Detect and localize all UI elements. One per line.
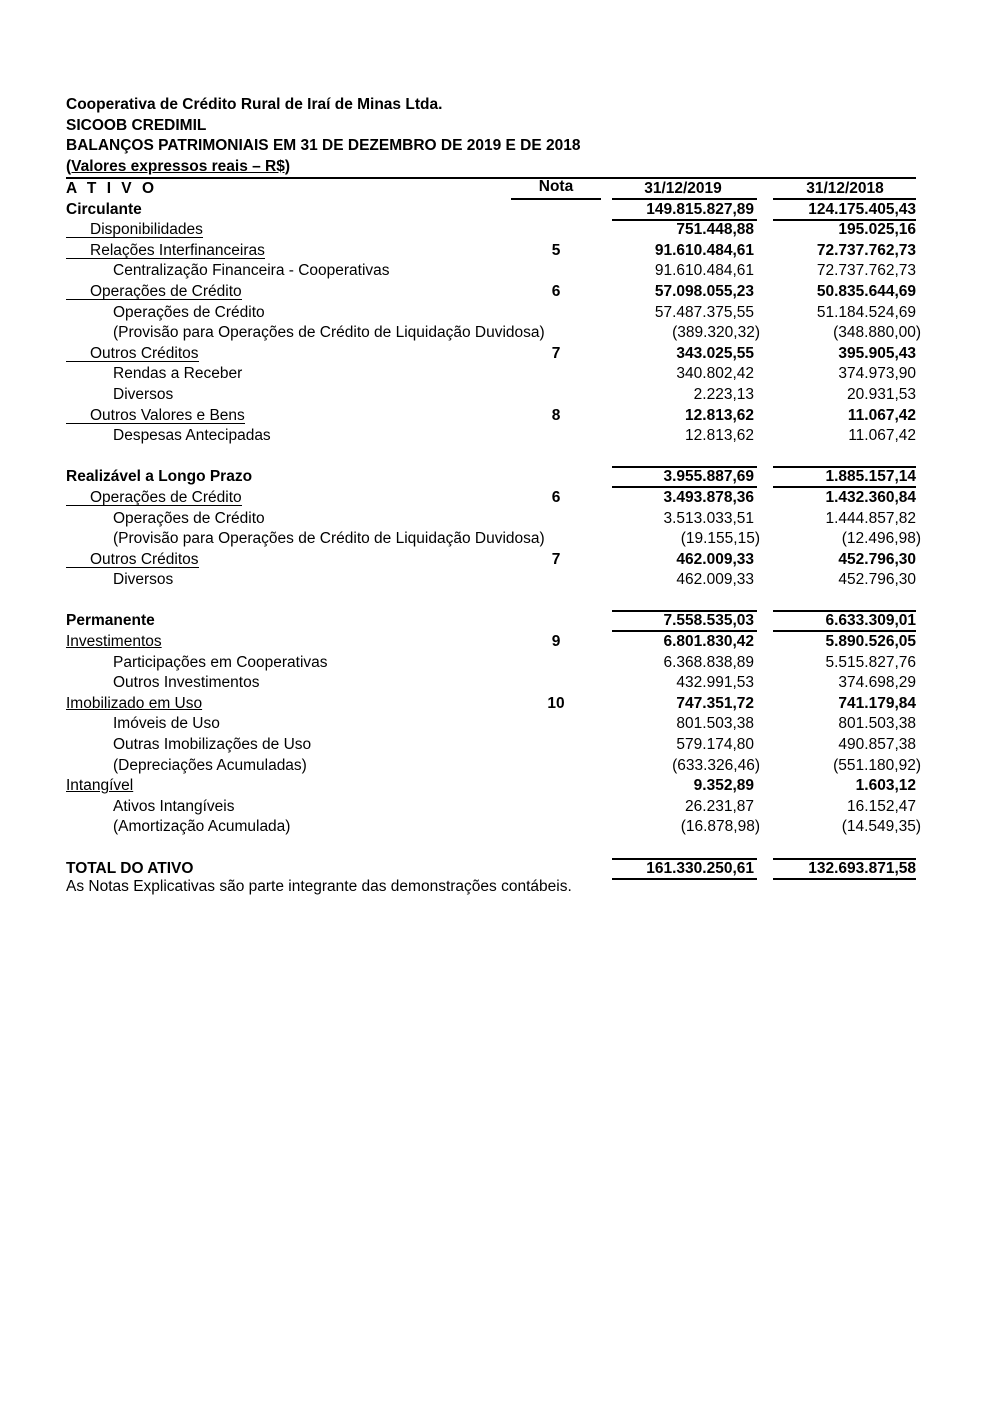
sub-account-row: Centralização Financeira - Cooperativas 91.610.484,61 72.737.762,73 (113, 262, 916, 280)
sub-account-row: Operações de Crédito 57.487.375,55 51.184.524,69 (113, 303, 916, 321)
sub-account-row: Ativos Intangíveis 26.231,87 16.152,47 (113, 797, 916, 815)
sub-account-row: Outros Investimentos 432.991,53 374.698,29 (113, 674, 916, 692)
sub-account-row: Operações de Crédito 3.513.033,51 1.444.857,82 (113, 509, 916, 527)
account-row: Investimentos 9 6.801.830,42 5.890.526,05 (66, 633, 916, 651)
spacer (66, 838, 916, 859)
sub-account-row: Rendas a Receber 340.802,42 374.973,90 (113, 365, 916, 383)
footnote: As Notas Explicativas são parte integrante das demonstrações contábeis. (66, 878, 572, 895)
total-underline (773, 878, 916, 880)
column-2018: 31/12/2018 (806, 180, 884, 197)
spacer (66, 447, 916, 468)
account-row: Imobilizado em Uso 10 747.351,72 741.179,84 (66, 694, 916, 712)
document-header (66, 95, 626, 177)
company-name: Cooperativa de Crédito Rural de Iraí de Minas Ltda. (66, 96, 443, 113)
account-row: Outros Créditos 7 462.009,33 452.796,30 (66, 550, 916, 571)
total-underline (612, 878, 757, 880)
account-row: Operações de Crédito 6 57.098.055,23 50.835.644,69 (66, 282, 916, 303)
column-2019: 31/12/2019 (644, 180, 722, 197)
sub-account-row: Participações em Cooperativas 6.368.838,89 5.515.827,76 (113, 653, 916, 671)
total-row: TOTAL DO ATIVO 161.330.250,61 132.693.871,58 (66, 859, 916, 880)
account-row: Operações de Crédito 6 3.493.878,36 1.432.360,84 (66, 488, 916, 509)
sub-account-row: (Depreciações Acumuladas) (633.326,46) (551.180,92) (113, 756, 921, 774)
balance-sheet-table (66, 178, 921, 879)
sub-account-row: Diversos 2.223,13 20.931,53 (113, 385, 916, 403)
column-nota: Nota (538, 178, 574, 195)
group-row-realizavel-longo-prazo: Realizável a Longo Prazo 3.955.887,69 1.885.157,14 (66, 467, 916, 488)
account-row: Outros Valores e Bens 8 12.813,62 11.067,42 (66, 406, 916, 427)
sub-account-row: (Provisão para Operações de Crédito de Liquidação Duvidosa) (389.320,32) (348.880,00) (113, 324, 921, 342)
note-link: 5 (551, 241, 561, 259)
sub-account-row: (Provisão para Operações de Crédito de Liquidação Duvidosa) (19.155,15) (12.496,98) (113, 530, 921, 548)
account-row: Outros Créditos 7 343.025,55 395.905,43 (66, 344, 916, 365)
brand-name: SICOOB CREDIMIL (66, 116, 207, 134)
sub-account-row: Diversos 462.009,33 452.796,30 (113, 571, 916, 589)
sub-account-row: Imóveis de Uso 801.503,38 801.503,38 (113, 715, 916, 733)
column-header-row (66, 179, 916, 200)
group-row-permanente: Permanente 7.558.535,03 6.633.309,01 (66, 611, 916, 632)
document-title: BALANÇOS PATRIMONIAIS EM 31 DE DEZEMBRO DE 2019 E DE 2018 (66, 137, 581, 154)
sub-account-row: Despesas Antecipadas 12.813,62 11.067,42 (113, 427, 916, 445)
account-row: Relações Interfinanceiras 5 91.610.484,61 72.737.762,73 (66, 241, 916, 262)
group-row-circulante: Circulante 149.815.827,89 124.175.405,43 (66, 200, 916, 221)
sub-account-row: (Amortização Acumulada) (16.878,98) (14.549,35) (113, 818, 921, 836)
section-label-ativo: A T I V O (66, 180, 158, 197)
account-row: Disponibilidades 751.448,88 195.025,16 (66, 220, 916, 241)
spacer (66, 591, 916, 612)
sub-account-row: Outras Imobilizações de Uso 579.174,80 490.857,38 (113, 736, 916, 754)
currency-note: (Valores expressos reais – R$) (66, 157, 291, 175)
account-row: Intangível 9.352,89 1.603,12 (66, 777, 916, 795)
